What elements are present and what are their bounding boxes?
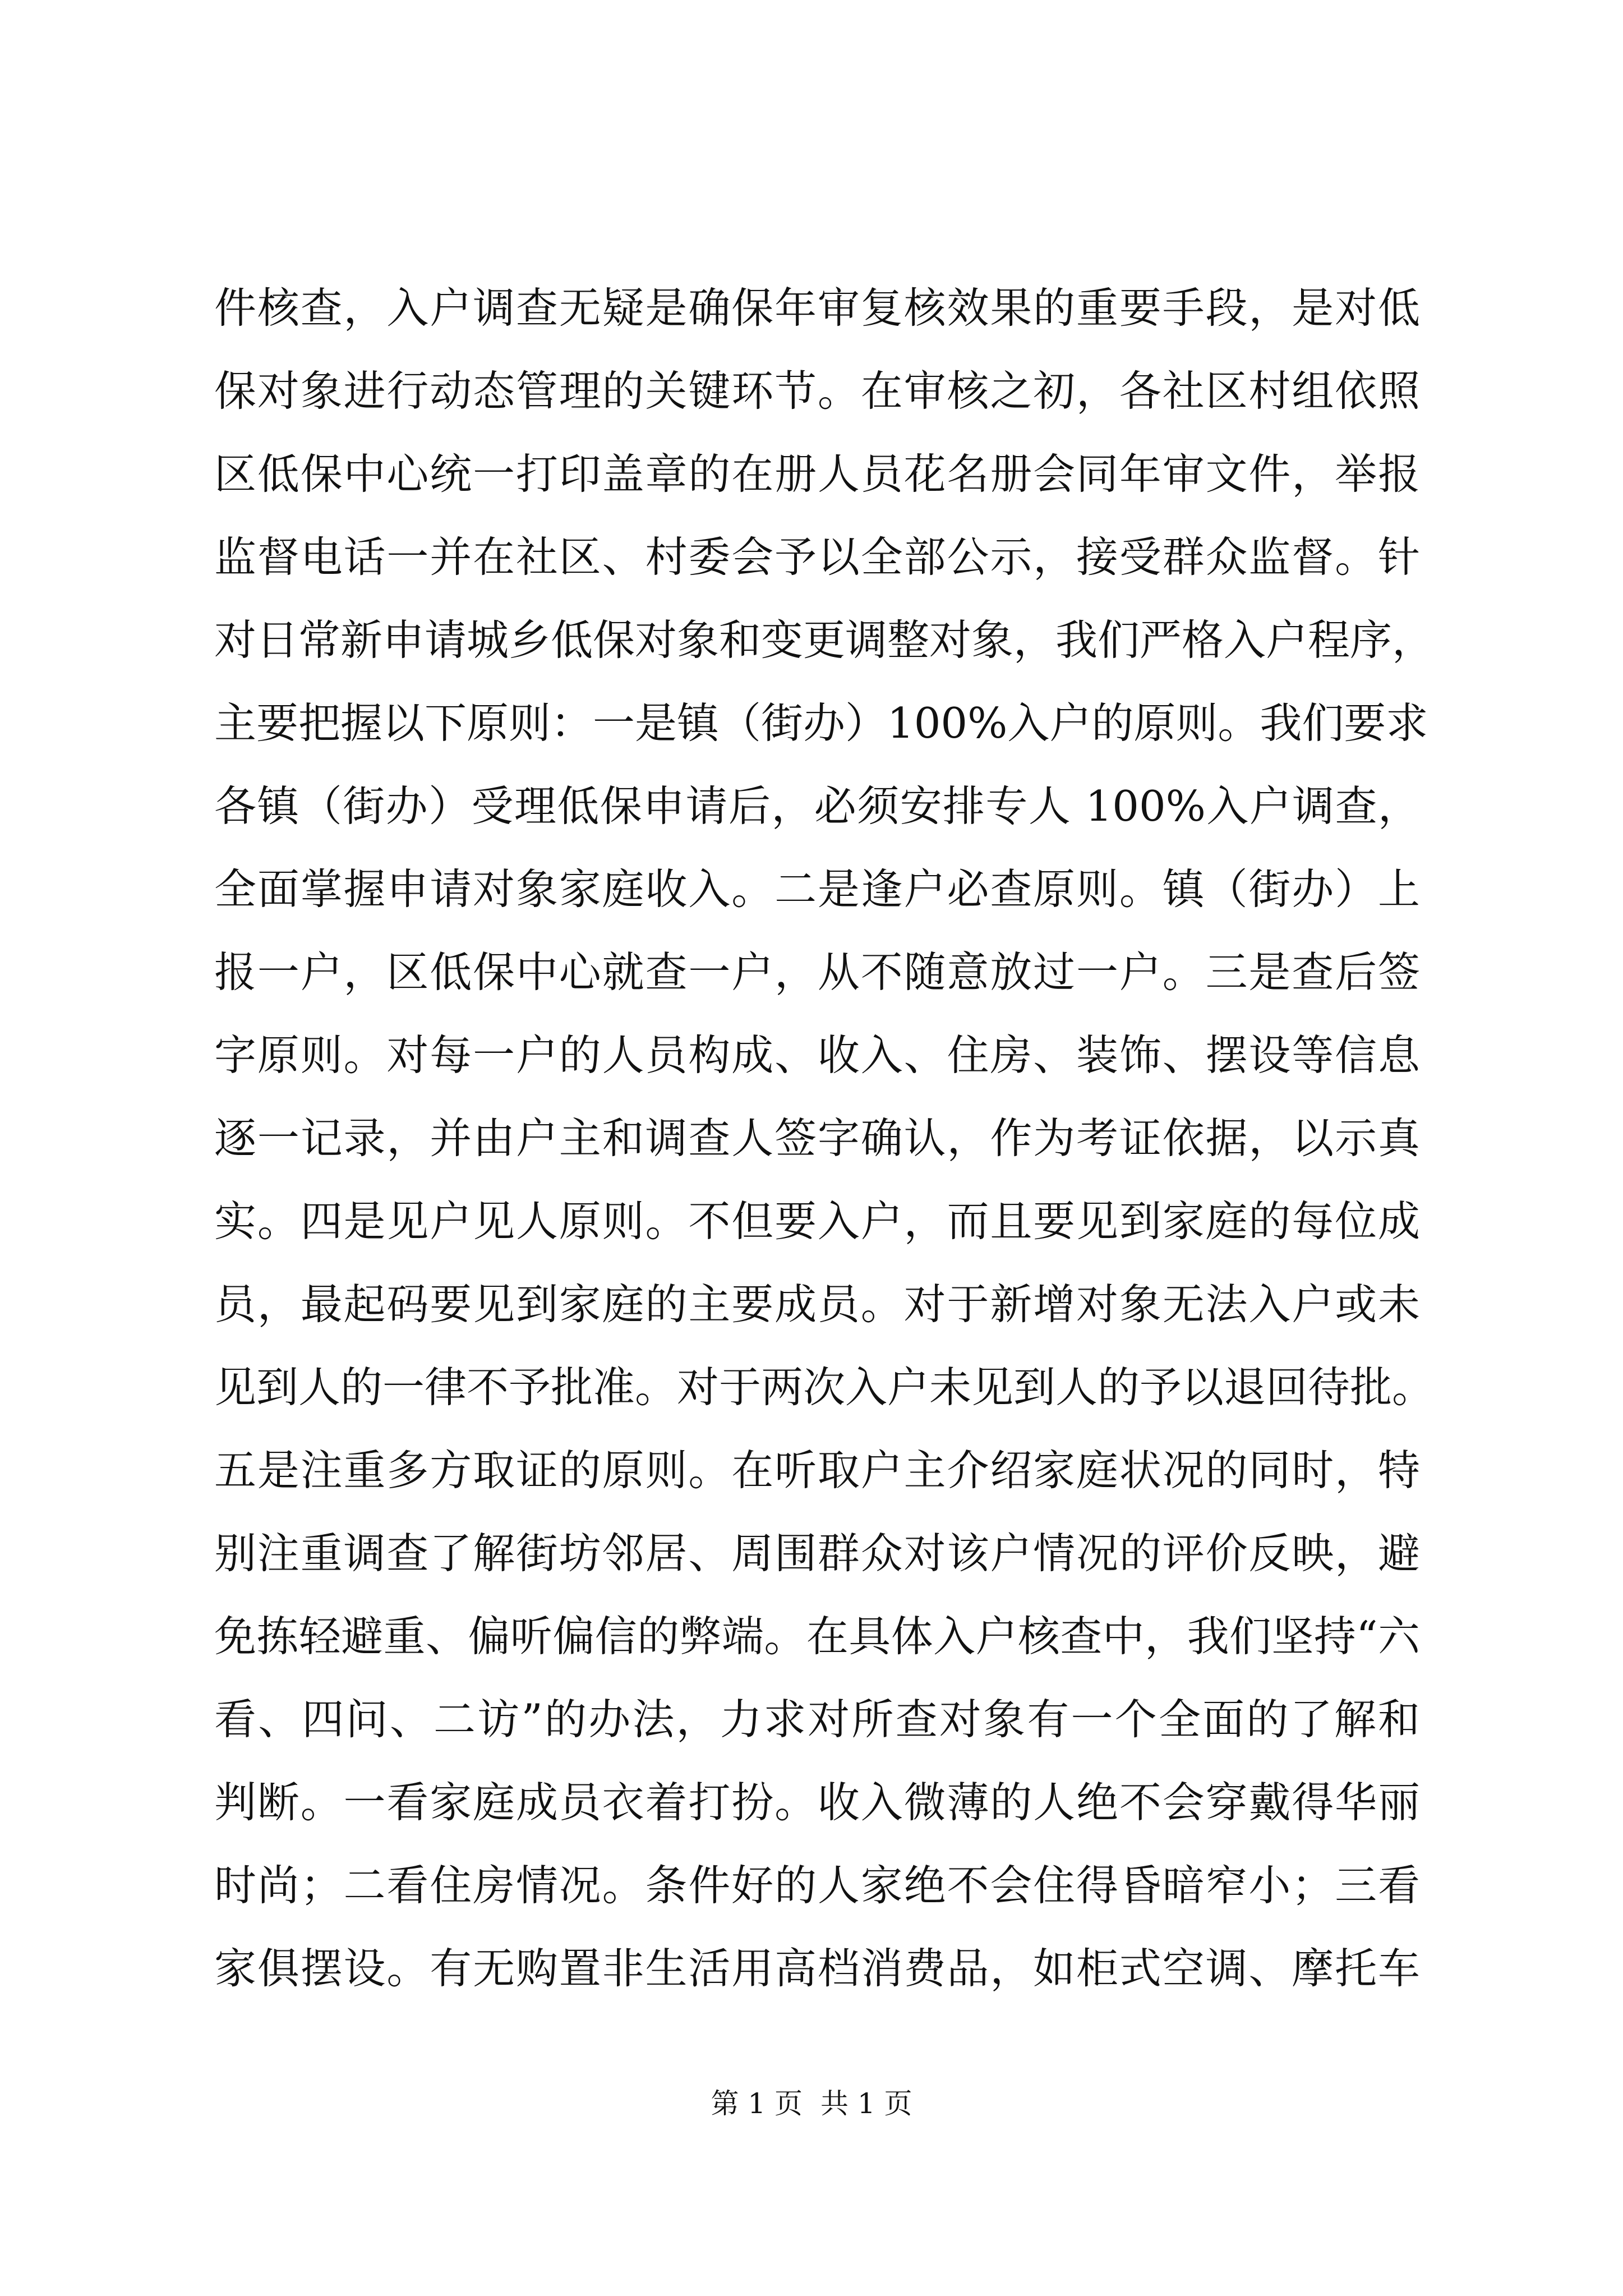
page-footer bbox=[0, 2084, 1623, 2123]
body-text bbox=[214, 266, 1435, 2010]
text-line: 主要把握以下原则：一是镇（街办）100%入户的原则。我们要求 bbox=[214, 698, 1428, 748]
text-line: 件核查，入户调查无疑是确保年审复核效果的重要手段，是对低 bbox=[214, 283, 1420, 333]
text-line: 全面掌握申请对象家庭收入。二是逢户必查原则。镇（街办）上 bbox=[214, 864, 1420, 914]
text-line: 时尚；二看住房情况。条件好的人家绝不会住得昏暗窄小；三看 bbox=[214, 1861, 1420, 1910]
text-line: 看、四问、二访”的办法，力求对所查对象有一个全面的了解和 bbox=[214, 1695, 1420, 1744]
text-line: 免拣轻避重、偏听偏信的弊端。在具体入户核查中，我们坚持“六 bbox=[214, 1612, 1420, 1661]
text-line: 保对象进行动态管理的关键环节。在审核之初，各社区村组依照 bbox=[214, 366, 1420, 416]
text-line: 对日常新申请城乡低保对象和变更调整对象，我们严格入户程序， bbox=[214, 615, 1435, 665]
text-line: 监督电话一并在社区、村委会予以全部公示，接受群众监督。针 bbox=[214, 532, 1420, 582]
text-line: 实。四是见户见人原则。不但要入户，而且要见到家庭的每位成 bbox=[214, 1197, 1420, 1246]
text-line: 区低保中心统一打印盖章的在册人员花名册会同年审文件，举报 bbox=[214, 449, 1420, 499]
text-line: 报一户，区低保中心就查一户，从不随意放过一户。三是查后签 bbox=[214, 947, 1420, 997]
text-line: 别注重调查了解街坊邻居、周围群众对该户情况的评价反映，避 bbox=[214, 1529, 1420, 1578]
text-line: 五是注重多方取证的原则。在听取户主介绍家庭状况的同时，特 bbox=[214, 1446, 1420, 1495]
text-line: 见到人的一律不予批准。对于两次入户未见到人的予以退回待批。 bbox=[214, 1363, 1435, 1412]
text-line: 判断。一看家庭成员衣着打扮。收入微薄的人绝不会穿戴得华丽 bbox=[214, 1778, 1420, 1827]
text-line: 各镇（街办）受理低保申请后，必须安排专人 100%入户调查， bbox=[214, 781, 1420, 831]
page-number: 第 1 页 bbox=[711, 2087, 803, 2120]
text-line: 字原则。对每一户的人员构成、收入、住房、装饰、摆设等信息 bbox=[214, 1030, 1420, 1080]
text-line: 家俱摆设。有无购置非生活用高档消费品，如柜式空调、摩托车 bbox=[214, 1944, 1420, 1993]
text-line: 员，最起码要见到家庭的主要成员。对于新增对象无法入户或未 bbox=[214, 1280, 1420, 1329]
text-line: 逐一记录，并由户主和调查人签字确认，作为考证依据，以示真 bbox=[214, 1114, 1420, 1163]
page-total: 共 1 页 bbox=[820, 2087, 912, 2120]
